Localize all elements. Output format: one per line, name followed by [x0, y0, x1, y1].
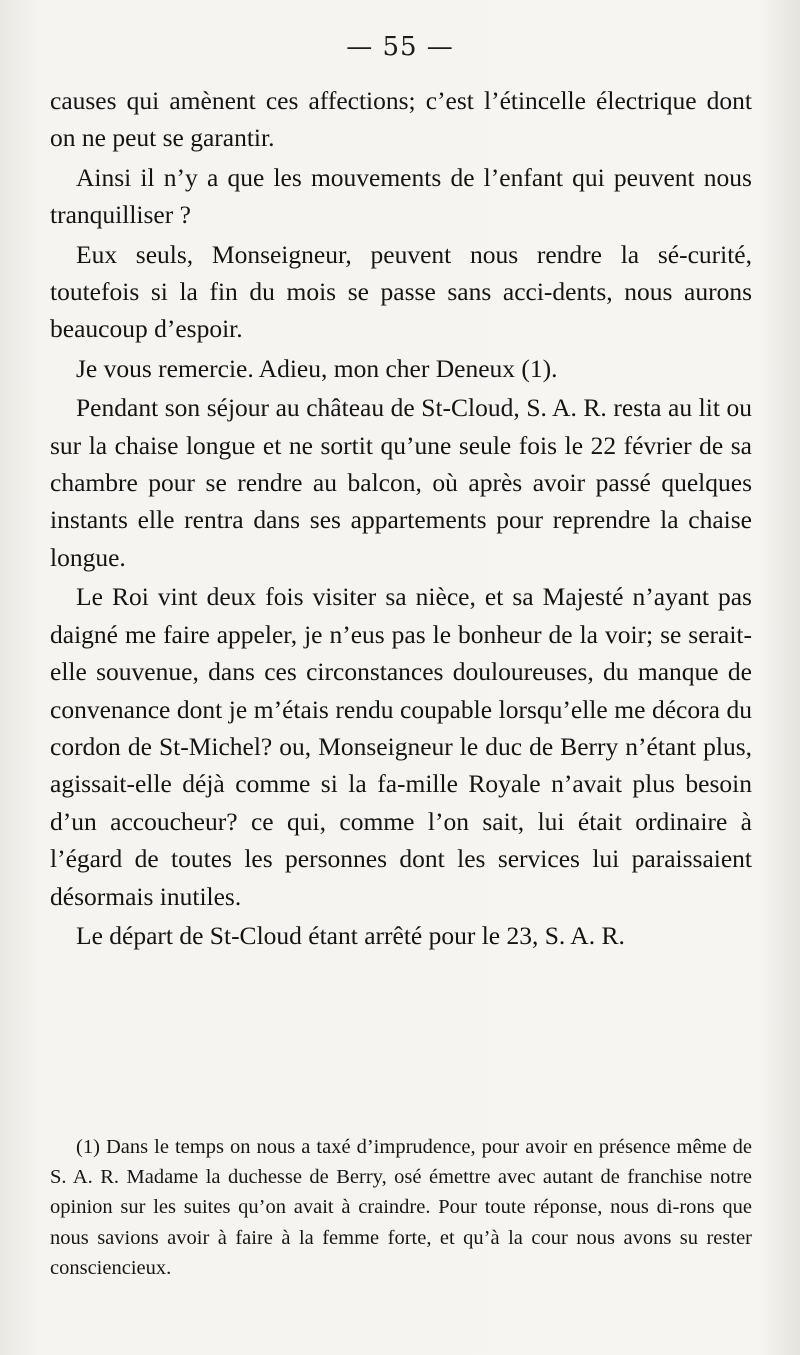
page-number: — 55 — — [346, 32, 454, 62]
paragraph: Le Roi vint deux fois visiter sa nièce, et sa Majesté n’ayant pas daigné me faire appeler, je n’eus pas le bonheur de la voir; se serait-elle souvenue, dans ces circonstances douloureuses, du manque de convenance dont je m’étais rendu coupable lorsqu’elle me décora du cordon de St-Michel? ou, Monseigneur le duc de Berry n’étant plus, agissait-elle déjà comme si la fa-mille Royale n’avait plus besoin d’un accoucheur? ce qui, comme l’on sait, lui était ordinaire à l’égard de toutes les personnes dont les services lui paraissaient désormais inutiles. — [50, 582, 752, 911]
paragraph: Eux seuls, Monseigneur, peuvent nous rendre la sé-curité, toutefois si la fin du mois se passe sans acci-dents, nous aurons beaucoup d’espoir. — [50, 239, 752, 344]
paragraph: Le départ de St-Cloud étant arrêté pour le 23, S. A. R. — [76, 920, 625, 950]
footnote-section — [50, 1132, 752, 1283]
paragraph: Pendant son séjour au château de St-Cloud, S. A. R. resta au lit ou sur la chaise longue et ne sortit qu’une seule fois le 22 février de sa chambre pour se rendre au balcon, où après avoir passé quelques instants elle rentra dans ses appartements pour reprendre la chaise longue. — [50, 393, 752, 572]
paragraph: Ainsi il n’y a que les mouvements de l’enfant qui peuvent nous tranquilliser ? — [50, 162, 752, 230]
paragraph: Je vous remercie. Adieu, mon cher Deneux (1). — [76, 353, 558, 383]
footnote: (1) Dans le temps on nous a taxé d’imprudence, pour avoir en présence même de S. A. R. Madame la duchesse de Berry, osé émettre avec autant de franchise notre opinion sur les suites qu’on avait à craindre. Pour toute réponse, nous di-rons que nous savions avoir à faire à la femme forte, et qu’à la cour nous avons su rester consciencieux. — [50, 1136, 752, 1279]
body-text — [50, 82, 752, 956]
paragraph-continuation: causes qui amènent ces affections; c’est l’étincelle électrique dont on ne peut se garantir. — [50, 86, 752, 153]
